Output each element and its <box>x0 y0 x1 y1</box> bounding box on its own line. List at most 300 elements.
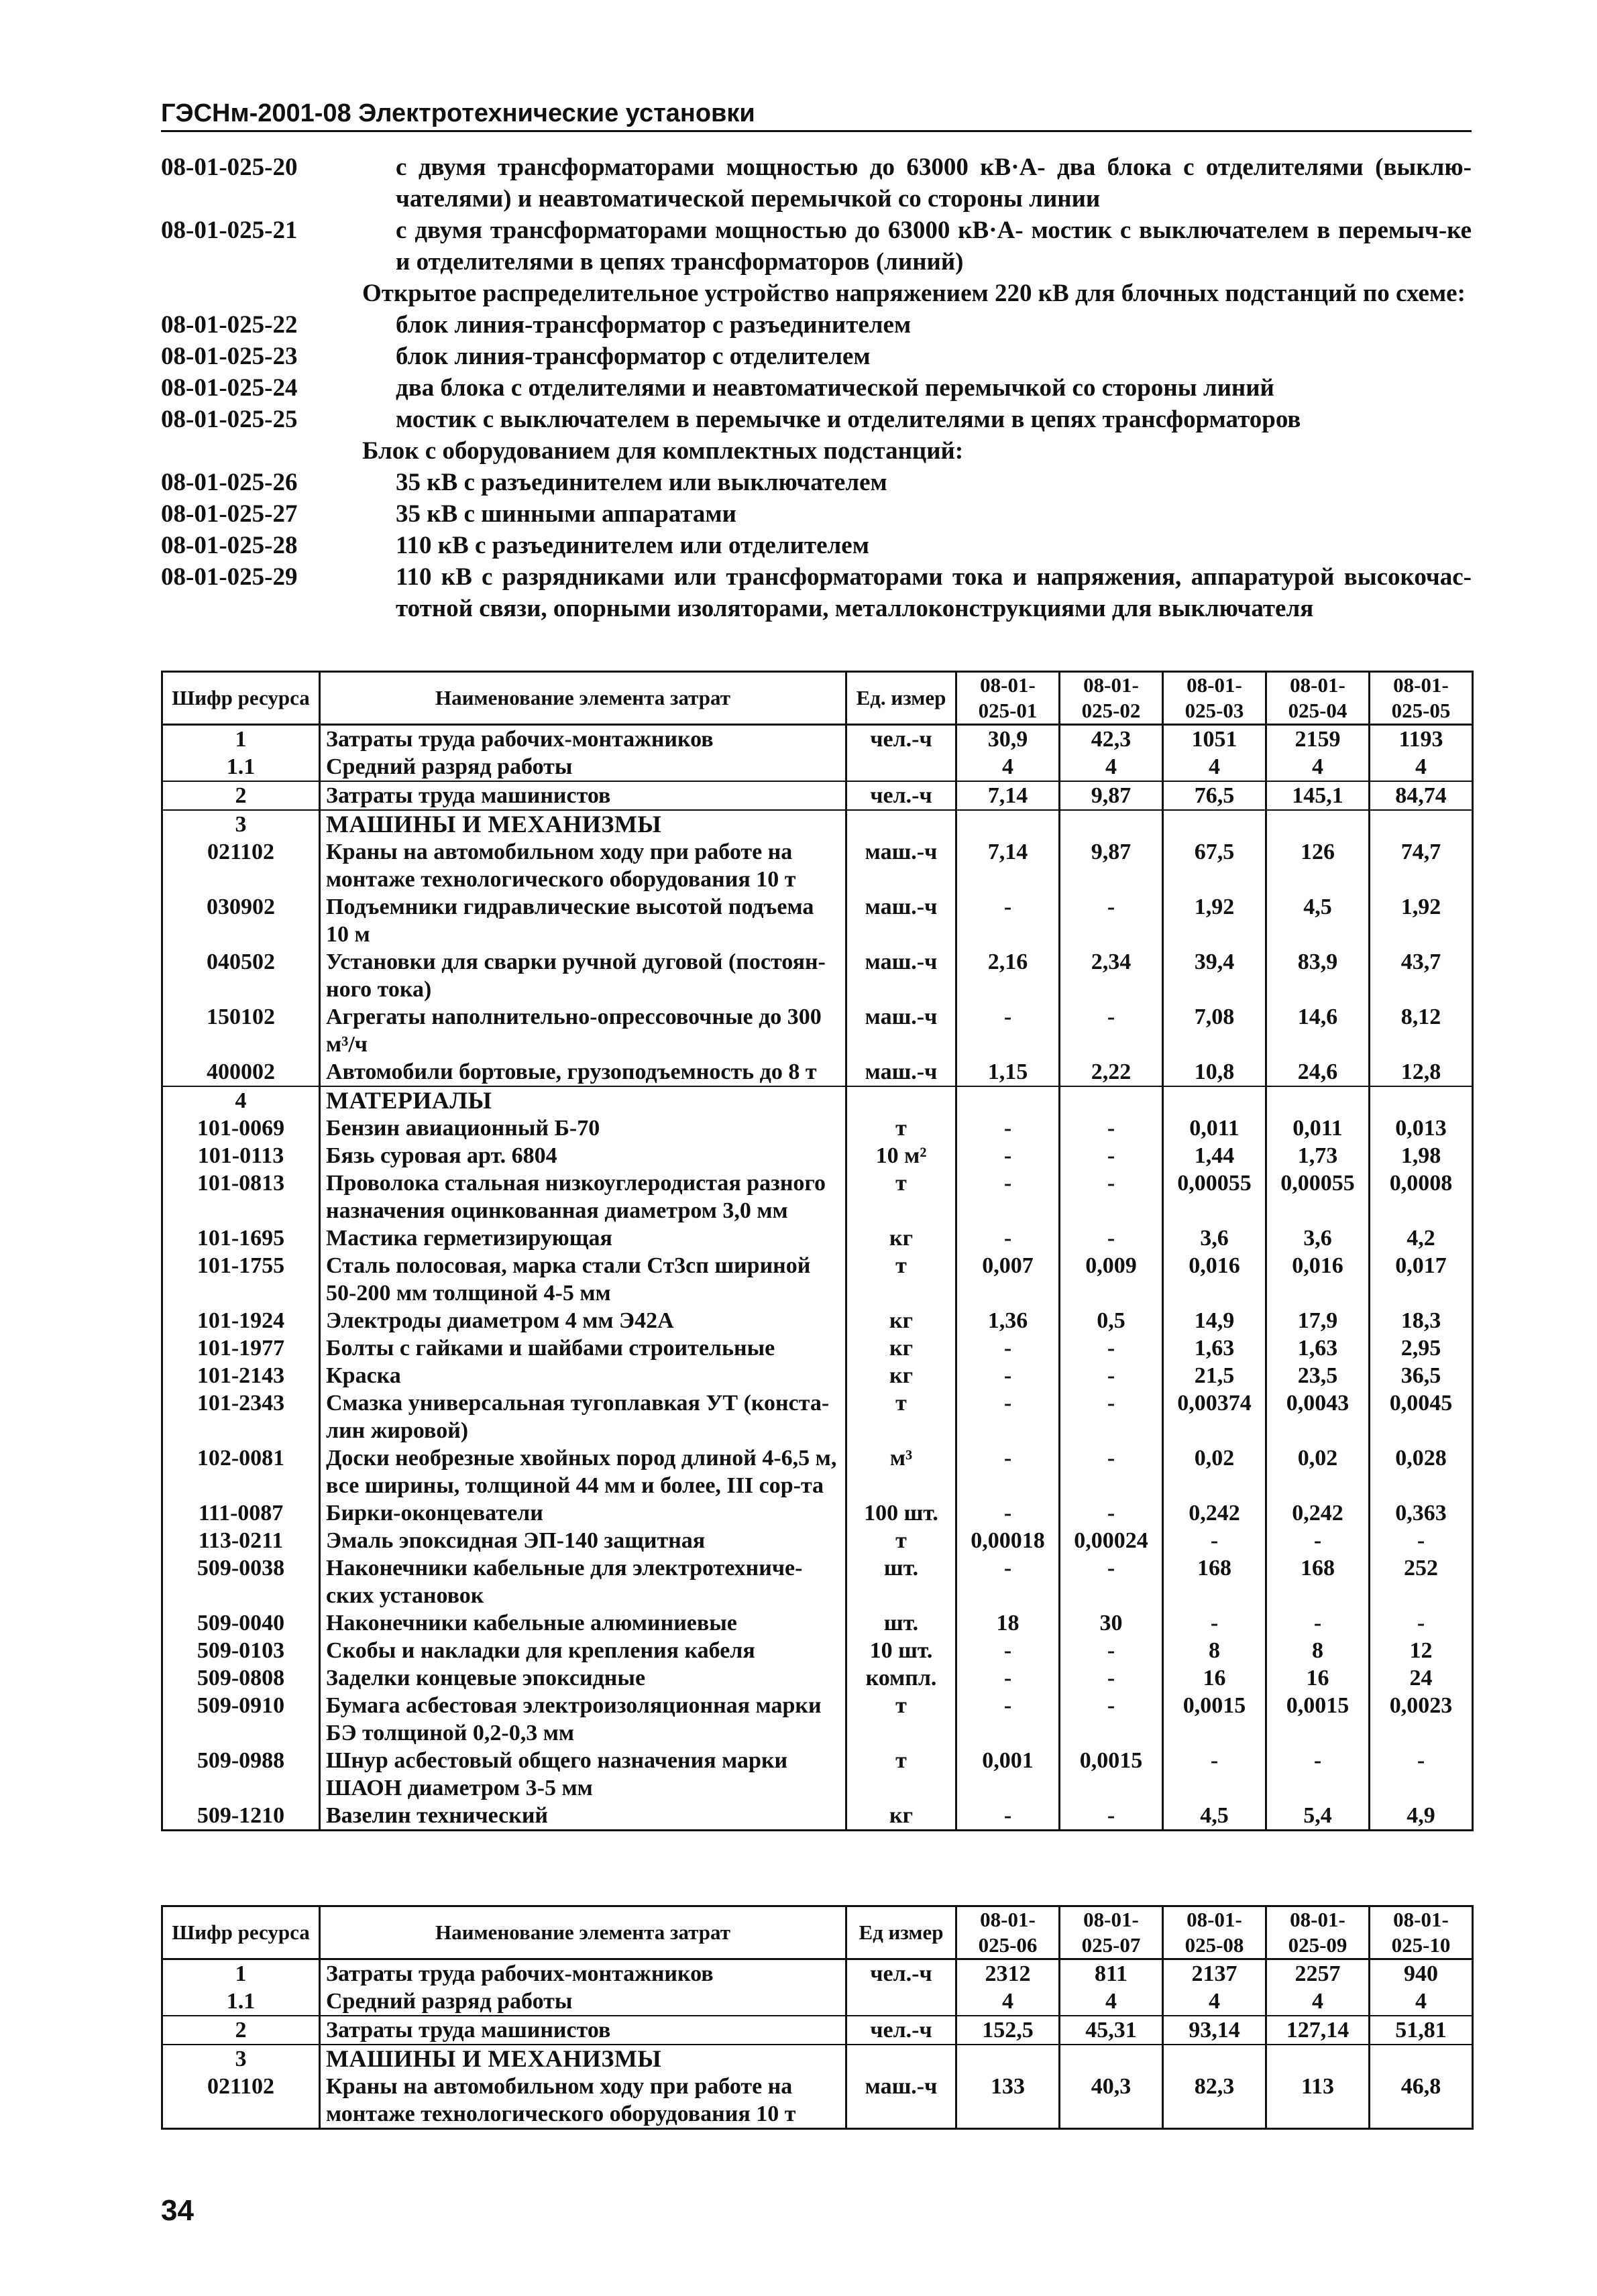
resource-name: Затраты труда машинистов <box>320 781 846 810</box>
norm-value: - <box>956 1142 1060 1169</box>
intro-text: 35 кВ с шинными аппаратами <box>396 500 736 528</box>
resource-unit: чел.-ч <box>846 2016 956 2045</box>
norm-value: 46,8 <box>1370 2073 1473 2129</box>
section-row <box>162 2045 1473 2073</box>
norm-value: 17,9 <box>1266 1307 1370 1334</box>
norm-value: - <box>956 1802 1060 1831</box>
intro-code: 08-01-025-20 <box>161 154 298 181</box>
norm-value: 0,007 <box>956 1252 1060 1307</box>
intro-code: 08-01-025-22 <box>161 311 298 339</box>
norm-value: 0,017 <box>1370 1252 1473 1307</box>
resource-unit: чел.-ч <box>846 781 956 810</box>
norm-value: 4 <box>1060 1988 1163 2016</box>
column-header-code: Шифр ресурса <box>162 672 320 725</box>
norm-value: 4,2 <box>1370 1224 1473 1252</box>
resource-unit: чел.-ч <box>846 1959 956 1988</box>
intro-item <box>161 530 1472 561</box>
norm-value: 84,74 <box>1370 781 1473 810</box>
norm-value <box>956 810 1060 838</box>
resource-name: Вазелин технический <box>320 1802 846 1831</box>
norm-value: - <box>1370 1747 1473 1802</box>
table-row <box>162 1307 1473 1334</box>
resource-unit <box>846 1086 956 1114</box>
norm-value: 30 <box>1060 1609 1163 1637</box>
resource-code: 2 <box>162 781 320 810</box>
table-row <box>162 1959 1473 1988</box>
column-header-norm: 08-01- 025-04 <box>1266 672 1370 725</box>
norm-value: 145,1 <box>1266 781 1370 810</box>
norm-value: - <box>956 1334 1060 1362</box>
resource-unit <box>846 1988 956 2016</box>
norm-value: 168 <box>1163 1554 1266 1609</box>
norm-value: - <box>956 1499 1060 1527</box>
norm-value: - <box>1060 1637 1163 1664</box>
table-row <box>162 1692 1473 1747</box>
resource-unit: маш.-ч <box>846 893 956 948</box>
resource-code: 1.1 <box>162 1988 320 2016</box>
norm-value: 0,363 <box>1370 1499 1473 1527</box>
norm-value <box>1266 2045 1370 2073</box>
resource-unit: маш.-ч <box>846 1058 956 1086</box>
intro-item <box>161 152 1472 215</box>
resource-unit: маш.-ч <box>846 838 956 893</box>
norm-value: 7,14 <box>956 781 1060 810</box>
norm-value: - <box>1370 1609 1473 1637</box>
resource-code: 101-0113 <box>162 1142 320 1169</box>
intro-code: 08-01-025-26 <box>161 469 298 496</box>
intro-text: Открытое распределительное устройство напряжением 220 кВ для блочных подстанций по схеме: <box>362 280 1466 307</box>
resource-name: Средний разряд работы <box>320 1988 846 2016</box>
norm-value: - <box>1060 1802 1163 1831</box>
intro-item <box>161 372 1472 404</box>
norm-value: 9,87 <box>1060 838 1163 893</box>
resource-name: Проволока стальная низкоуглеродистая разного назначения оцинкованная диаметром 3,0 мм <box>320 1169 846 1224</box>
intro-item <box>161 215 1472 278</box>
resource-unit: шт. <box>846 1554 956 1609</box>
norm-value: - <box>1266 1527 1370 1554</box>
norm-value: 1,73 <box>1266 1142 1370 1169</box>
resource-name: Мастика герметизирующая <box>320 1224 846 1252</box>
norm-value: 113 <box>1266 2073 1370 2129</box>
resource-name: Болты с гайками и шайбами строительные <box>320 1334 846 1362</box>
norm-value: 9,87 <box>1060 781 1163 810</box>
resource-unit: маш.-ч <box>846 1003 956 1058</box>
resource-code: 1 <box>162 1959 320 1988</box>
resource-name: Затраты труда рабочих-монтажников <box>320 1959 846 1988</box>
norm-value: 3,6 <box>1266 1224 1370 1252</box>
norm-value: 940 <box>1370 1959 1473 1988</box>
resource-code: 101-1924 <box>162 1307 320 1334</box>
norm-value: 4 <box>1370 1988 1473 2016</box>
resource-code: 040502 <box>162 948 320 1003</box>
resource-name: МАШИНЫ И МЕХАНИЗМЫ <box>320 810 846 838</box>
norm-value <box>956 1086 1060 1114</box>
resource-name: Автомобили бортовые, грузоподъемность до 8 т <box>320 1058 846 1086</box>
norm-value <box>1060 2045 1163 2073</box>
norm-value: 8,12 <box>1370 1003 1473 1058</box>
resource-name: Средний разряд работы <box>320 753 846 781</box>
norm-value: 1051 <box>1163 725 1266 754</box>
norm-value: 76,5 <box>1163 781 1266 810</box>
resource-code: 021102 <box>162 838 320 893</box>
table-row <box>162 1334 1473 1362</box>
norm-value: 1,63 <box>1163 1334 1266 1362</box>
column-header-norm: 08-01- 025-08 <box>1163 1906 1266 1959</box>
intro-code: 08-01-025-24 <box>161 374 298 402</box>
resource-code: 113-0211 <box>162 1527 320 1554</box>
intro-item <box>161 561 1472 624</box>
norm-value: 4,9 <box>1370 1802 1473 1831</box>
table-row <box>162 1142 1473 1169</box>
intro-text: мостик с выключателем в перемычке и отделителями в цепях трансформаторов <box>396 406 1301 433</box>
intro-item <box>161 467 1472 498</box>
resource-code: 1 <box>162 725 320 754</box>
norm-value: - <box>1266 1747 1370 1802</box>
norm-value: 39,4 <box>1163 948 1266 1003</box>
table-row <box>162 893 1473 948</box>
norm-value: 4 <box>1370 753 1473 781</box>
resource-unit: чел.-ч <box>846 725 956 754</box>
intro-text: два блока с отделителями и неавтоматической перемычкой со стороны линий <box>396 374 1274 402</box>
norm-value: 0,011 <box>1266 1114 1370 1142</box>
norm-value: 3,6 <box>1163 1224 1266 1252</box>
table-row <box>162 1362 1473 1389</box>
column-header-norm: 08-01- 025-06 <box>956 1906 1060 1959</box>
resource-code: 101-2143 <box>162 1362 320 1389</box>
column-header-norm: 08-01- 025-09 <box>1266 1906 1370 1959</box>
norm-value: - <box>956 1003 1060 1058</box>
norm-value <box>956 2045 1060 2073</box>
norm-value: - <box>1060 1389 1163 1444</box>
norm-value: - <box>1060 1499 1163 1527</box>
norm-value: 0,0045 <box>1370 1389 1473 1444</box>
norm-value: 14,6 <box>1266 1003 1370 1058</box>
resource-unit <box>846 753 956 781</box>
table-row <box>162 1637 1473 1664</box>
resource-code: 2 <box>162 2016 320 2045</box>
norm-value: 0,00055 <box>1163 1169 1266 1224</box>
table-row <box>162 948 1473 1003</box>
resource-code: 101-0813 <box>162 1169 320 1224</box>
resource-unit: 10 шт. <box>846 1637 956 1664</box>
table-row <box>162 1114 1473 1142</box>
norm-value <box>1163 810 1266 838</box>
page-number: 34 <box>161 2194 194 2227</box>
norm-value: - <box>1060 893 1163 948</box>
norm-value: 4 <box>956 1988 1060 2016</box>
norm-value: - <box>1163 1527 1266 1554</box>
resource-code: 509-0910 <box>162 1692 320 1747</box>
column-header-norm: 08-01- 025-05 <box>1370 672 1473 725</box>
norm-value: 2312 <box>956 1959 1060 1988</box>
table-row <box>162 1802 1473 1831</box>
resource-code: 400002 <box>162 1058 320 1086</box>
norm-value: 0,0008 <box>1370 1169 1473 1224</box>
resource-name: Краны на автомобильном ходу при работе на монтаже технологического оборудования 10 т <box>320 838 846 893</box>
table-row <box>162 725 1473 754</box>
norm-value: 0,0015 <box>1266 1692 1370 1747</box>
norm-value: 1,98 <box>1370 1142 1473 1169</box>
resource-unit: маш.-ч <box>846 2073 956 2129</box>
norm-value: 23,5 <box>1266 1362 1370 1389</box>
norm-value: 24,6 <box>1266 1058 1370 1086</box>
norm-value: 2,22 <box>1060 1058 1163 1086</box>
column-header-norm: 08-01- 025-01 <box>956 672 1060 725</box>
table-row <box>162 1224 1473 1252</box>
resource-code: 150102 <box>162 1003 320 1058</box>
resource-code: 101-1695 <box>162 1224 320 1252</box>
table-row <box>162 838 1473 893</box>
norm-value: - <box>1060 1692 1163 1747</box>
resource-unit <box>846 810 956 838</box>
resource-name: Эмаль эпоксидная ЭП-140 защитная <box>320 1527 846 1554</box>
norm-value: 93,14 <box>1163 2016 1266 2045</box>
norm-value: 0,00055 <box>1266 1169 1370 1224</box>
norm-value: 0,02 <box>1163 1444 1266 1499</box>
norm-value: 2,16 <box>956 948 1060 1003</box>
norm-value: 2137 <box>1163 1959 1266 1988</box>
norm-value: 811 <box>1060 1959 1163 1988</box>
resource-code: 509-0103 <box>162 1637 320 1664</box>
norm-value <box>1370 1086 1473 1114</box>
norm-value: 168 <box>1266 1554 1370 1609</box>
norm-value: 51,81 <box>1370 2016 1473 2045</box>
norm-value: 0,0015 <box>1163 1692 1266 1747</box>
resource-unit: кг <box>846 1307 956 1334</box>
intro-item <box>161 341 1472 372</box>
norm-value: 0,016 <box>1266 1252 1370 1307</box>
resource-name: Краны на автомобильном ходу при работе на монтаже технологического оборудования 10 т <box>320 2073 846 2129</box>
table-row <box>162 1664 1473 1692</box>
table-row <box>162 1003 1473 1058</box>
norm-value: 0,00374 <box>1163 1389 1266 1444</box>
norm-value: - <box>1060 1444 1163 1499</box>
table-row <box>162 2073 1473 2129</box>
norm-value: 12,8 <box>1370 1058 1473 1086</box>
resource-name: Затраты труда машинистов <box>320 2016 846 2045</box>
norm-value: - <box>1060 1664 1163 1692</box>
norm-value: - <box>956 1692 1060 1747</box>
norm-value: 1,92 <box>1370 893 1473 948</box>
norm-value: 2159 <box>1266 725 1370 754</box>
resource-code: 021102 <box>162 2073 320 2129</box>
norm-value: 4 <box>1266 1988 1370 2016</box>
resource-name: Бензин авиационный Б-70 <box>320 1114 846 1142</box>
column-header-norm: 08-01- 025-10 <box>1370 1906 1473 1959</box>
norm-value: 42,3 <box>1060 725 1163 754</box>
column-header-code: Шифр ресурса <box>162 1906 320 1959</box>
norm-value: 2257 <box>1266 1959 1370 1988</box>
resource-name: Установки для сварки ручной дуговой (постоян-ного тока) <box>320 948 846 1003</box>
table-row <box>162 1444 1473 1499</box>
norm-value: 1,44 <box>1163 1142 1266 1169</box>
norm-value: 0,02 <box>1266 1444 1370 1499</box>
resource-name: Подъемники гидравлические высотой подъема 10 м <box>320 893 846 948</box>
norm-value: 4,5 <box>1266 893 1370 948</box>
norm-value: 0,242 <box>1163 1499 1266 1527</box>
norm-value: - <box>1060 1334 1163 1362</box>
resource-unit: кг <box>846 1224 956 1252</box>
norm-value: 16 <box>1163 1664 1266 1692</box>
norm-value: - <box>956 1114 1060 1142</box>
resource-unit <box>846 2045 956 2073</box>
intro-text: Блок с оборудованием для комплектных подстанций: <box>362 437 964 465</box>
norm-value: 0,242 <box>1266 1499 1370 1527</box>
resource-unit: кг <box>846 1362 956 1389</box>
resource-name: Наконечники кабельные для электротехниче-ских установок <box>320 1554 846 1609</box>
intro-code: 08-01-025-28 <box>161 532 298 559</box>
resource-code: 101-0069 <box>162 1114 320 1142</box>
norm-value: - <box>1266 1609 1370 1637</box>
norm-value: 8 <box>1163 1637 1266 1664</box>
resource-unit: т <box>846 1747 956 1802</box>
resource-unit: т <box>846 1692 956 1747</box>
column-header-unit: Ед измер <box>846 1906 956 1959</box>
resource-unit: кг <box>846 1802 956 1831</box>
norm-value: 4 <box>1163 1988 1266 2016</box>
resource-table-1 <box>161 671 1474 1831</box>
table-row <box>162 1747 1473 1802</box>
resource-code: 509-0040 <box>162 1609 320 1637</box>
column-header-norm: 08-01- 025-07 <box>1060 1906 1163 1959</box>
resource-unit: т <box>846 1252 956 1307</box>
intro-text: блок линия-трансформатор с отделителем <box>396 343 871 370</box>
norm-value: 0,009 <box>1060 1252 1163 1307</box>
norm-value: 152,5 <box>956 2016 1060 2045</box>
norm-value: 1,63 <box>1266 1334 1370 1362</box>
intro-item <box>161 404 1472 435</box>
norm-value: 0,001 <box>956 1747 1060 1802</box>
resource-name: МАТЕРИАЛЫ <box>320 1086 846 1114</box>
norm-value: - <box>956 1664 1060 1692</box>
norm-value: 0,016 <box>1163 1252 1266 1307</box>
norm-value: 16 <box>1266 1664 1370 1692</box>
norm-value: 4 <box>1163 753 1266 781</box>
table-header-row <box>162 672 1473 725</box>
norm-value: 4 <box>1060 753 1163 781</box>
norm-value <box>1163 2045 1266 2073</box>
resource-code: 3 <box>162 2045 320 2073</box>
norm-value: 5,4 <box>1266 1802 1370 1831</box>
resource-code: 509-1210 <box>162 1802 320 1831</box>
table-row <box>162 2016 1473 2045</box>
norm-value: 36,5 <box>1370 1362 1473 1389</box>
intro-text: 110 кВ с разъединителем или отделителем <box>396 532 869 559</box>
resource-code: 111-0087 <box>162 1499 320 1527</box>
norm-value: 7,14 <box>956 838 1060 893</box>
resource-name: Затраты труда рабочих-монтажников <box>320 725 846 754</box>
resource-code: 4 <box>162 1086 320 1114</box>
resource-table-2 <box>161 1905 1474 2130</box>
resource-code: 3 <box>162 810 320 838</box>
norm-value: 0,5 <box>1060 1307 1163 1334</box>
intro-code: 08-01-025-25 <box>161 406 298 433</box>
norm-value: 0,0023 <box>1370 1692 1473 1747</box>
norm-value: 7,08 <box>1163 1003 1266 1058</box>
intro-text: с двумя трансформаторами мощностью до 63000 кВ·А- два блока с отделителями (выклю-чателями) и неавтоматической перемычкой со стороны линии <box>396 154 1472 213</box>
norm-value: - <box>956 1362 1060 1389</box>
norm-value <box>1163 1086 1266 1114</box>
resource-unit: шт. <box>846 1609 956 1637</box>
resource-code: 030902 <box>162 893 320 948</box>
intro-code: 08-01-025-23 <box>161 343 298 370</box>
resource-unit: маш.-ч <box>846 948 956 1003</box>
resource-unit: кг <box>846 1334 956 1362</box>
intro-text: 110 кВ с разрядниками или трансформаторами тока и напряжения, аппаратурой высокочас-тотной связи, опорными изоляторами, металлоконструкциями для выключателя <box>396 563 1472 622</box>
column-header-norm: 08-01- 025-03 <box>1163 672 1266 725</box>
norm-value: 1,15 <box>956 1058 1060 1086</box>
norm-value: - <box>1163 1747 1266 1802</box>
norm-value: 8 <box>1266 1637 1370 1664</box>
page-header: ГЭСНм-2001-08 Электротехнические установки <box>161 98 1472 132</box>
norm-value: 252 <box>1370 1554 1473 1609</box>
norm-value: 24 <box>1370 1664 1473 1692</box>
intro-list <box>161 152 1472 624</box>
intro-item <box>161 278 1472 309</box>
norm-value: - <box>1060 1003 1163 1058</box>
table-row <box>162 1169 1473 1224</box>
norm-value: 126 <box>1266 838 1370 893</box>
section-row <box>162 810 1473 838</box>
norm-value: 0,0015 <box>1060 1747 1163 1802</box>
column-header-norm: 08-01- 025-02 <box>1060 672 1163 725</box>
resource-name: Бязь суровая арт. 6804 <box>320 1142 846 1169</box>
resource-code: 101-1977 <box>162 1334 320 1362</box>
norm-value: - <box>1163 1609 1266 1637</box>
resource-name: Бумага асбестовая электроизоляционная марки БЭ толщиной 0,2-0,3 мм <box>320 1692 846 1747</box>
intro-item <box>161 435 1472 467</box>
norm-value <box>1370 2045 1473 2073</box>
resource-name: Краска <box>320 1362 846 1389</box>
resource-code: 1.1 <box>162 753 320 781</box>
intro-item <box>161 498 1472 530</box>
resource-unit: м³ <box>846 1444 956 1499</box>
resource-unit: т <box>846 1114 956 1142</box>
table-row <box>162 1058 1473 1086</box>
column-header-name: Наименование элемента затрат <box>320 672 846 725</box>
resource-code: 101-2343 <box>162 1389 320 1444</box>
table-row <box>162 1389 1473 1444</box>
section-row <box>162 1086 1473 1114</box>
resource-code: 101-1755 <box>162 1252 320 1307</box>
norm-value: - <box>956 893 1060 948</box>
norm-value: - <box>1060 1224 1163 1252</box>
norm-value: - <box>1060 1169 1163 1224</box>
table-header-row <box>162 1906 1473 1959</box>
norm-value: 4 <box>956 753 1060 781</box>
norm-value: 1,36 <box>956 1307 1060 1334</box>
table-row <box>162 1252 1473 1307</box>
resource-name: Шнур асбестовый общего назначения марки ШАОН диаметром 3-5 мм <box>320 1747 846 1802</box>
column-header-unit: Ед. измер <box>846 672 956 725</box>
norm-value: - <box>956 1444 1060 1499</box>
norm-value: 43,7 <box>1370 948 1473 1003</box>
resource-name: Сталь полосовая, марка стали Ст3сп шириной 50-200 мм толщиной 4-5 мм <box>320 1252 846 1307</box>
norm-value: - <box>1060 1142 1163 1169</box>
resource-code: 509-0988 <box>162 1747 320 1802</box>
norm-value: - <box>956 1389 1060 1444</box>
table-row <box>162 781 1473 810</box>
intro-code: 08-01-025-29 <box>161 563 298 591</box>
norm-value: - <box>1060 1362 1163 1389</box>
norm-value: 0,028 <box>1370 1444 1473 1499</box>
resource-unit: т <box>846 1169 956 1224</box>
norm-value: 127,14 <box>1266 2016 1370 2045</box>
intro-item <box>161 309 1472 341</box>
norm-value: 2,95 <box>1370 1334 1473 1362</box>
norm-value: 67,5 <box>1163 838 1266 893</box>
column-header-name: Наименование элемента затрат <box>320 1906 846 1959</box>
